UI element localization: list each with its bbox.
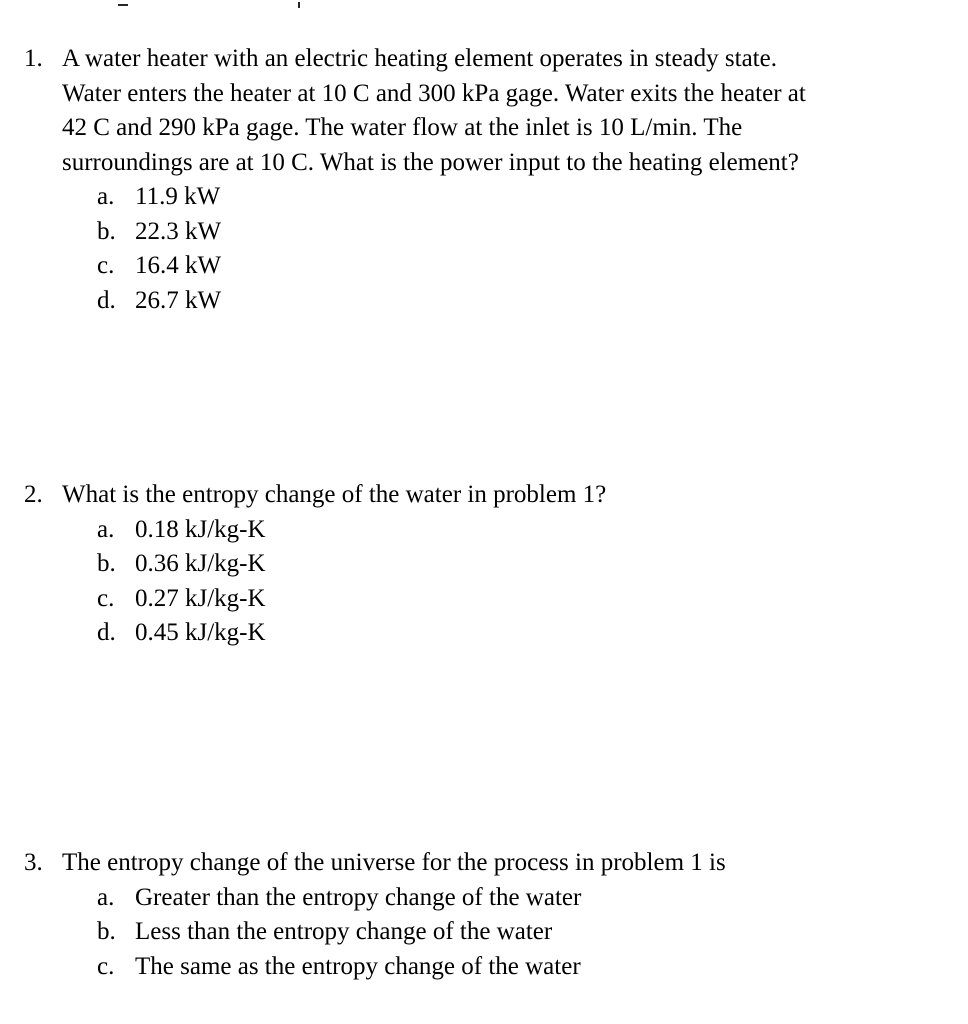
question-number: 1.: [24, 45, 43, 72]
question-text: The entropy change of the universe for the process in problem 1 is: [62, 849, 726, 876]
option-letter: c.: [97, 584, 115, 612]
answer-option-b: [24, 215, 954, 250]
answer-option-d: [24, 616, 954, 651]
answer-option-a: [24, 513, 954, 548]
option-text: 0.45 kJ/kg-K: [135, 619, 266, 646]
option-letter: b.: [97, 550, 116, 577]
option-letter: a.: [97, 183, 115, 210]
question-number: 3.: [24, 849, 43, 876]
question-1: [24, 42, 954, 318]
question-text: A water heater with an electric heating element operates in steady state. Water enters the heater at 10 C and 300 kPa gage. Water exits the heater at 42 C and 290 kPa gage. The water flow at the inlet is 10 L/min. The surroundings are at 10 C. What is the power input to the heating element?: [62, 45, 806, 176]
option-text: 26.7 kW: [135, 286, 222, 314]
option-letter: d.: [97, 286, 116, 314]
option-text: 0.36 kJ/kg-K: [135, 550, 266, 577]
answer-option-a: [24, 881, 954, 916]
option-letter: a.: [97, 883, 115, 911]
option-letter: b.: [97, 217, 116, 245]
question-2: [24, 478, 954, 651]
option-letter: c.: [97, 252, 115, 279]
answer-option-c: [24, 950, 954, 985]
option-text: The same as the entropy change of the water: [135, 952, 581, 980]
option-text: Greater than the entropy change of the water: [135, 883, 582, 911]
answer-options: [24, 513, 954, 651]
question-3: [24, 846, 954, 984]
answer-option-a: [24, 180, 954, 215]
answer-options: [24, 881, 954, 985]
answer-option-d: [24, 284, 954, 319]
option-text: 0.27 kJ/kg-K: [135, 584, 266, 612]
option-text: 11.9 kW: [135, 183, 221, 210]
option-letter: d.: [97, 619, 116, 646]
option-letter: a.: [97, 515, 115, 543]
option-letter: c.: [97, 952, 115, 980]
option-letter: b.: [97, 918, 116, 945]
option-text: 16.4 kW: [135, 252, 222, 279]
option-text: 0.18 kJ/kg-K: [135, 515, 266, 543]
answer-option-c: [24, 582, 954, 617]
answer-options: [24, 180, 954, 318]
question-text: What is the entropy change of the water in problem 1?: [62, 481, 607, 508]
option-text: 22.3 kW: [135, 217, 222, 245]
cropped-previous-line: [0, 0, 968, 12]
question-number: 2.: [24, 481, 43, 508]
answer-option-c: [24, 249, 954, 284]
option-text: Less than the entropy change of the water: [135, 918, 553, 945]
answer-option-b: [24, 915, 954, 950]
answer-option-b: [24, 547, 954, 582]
